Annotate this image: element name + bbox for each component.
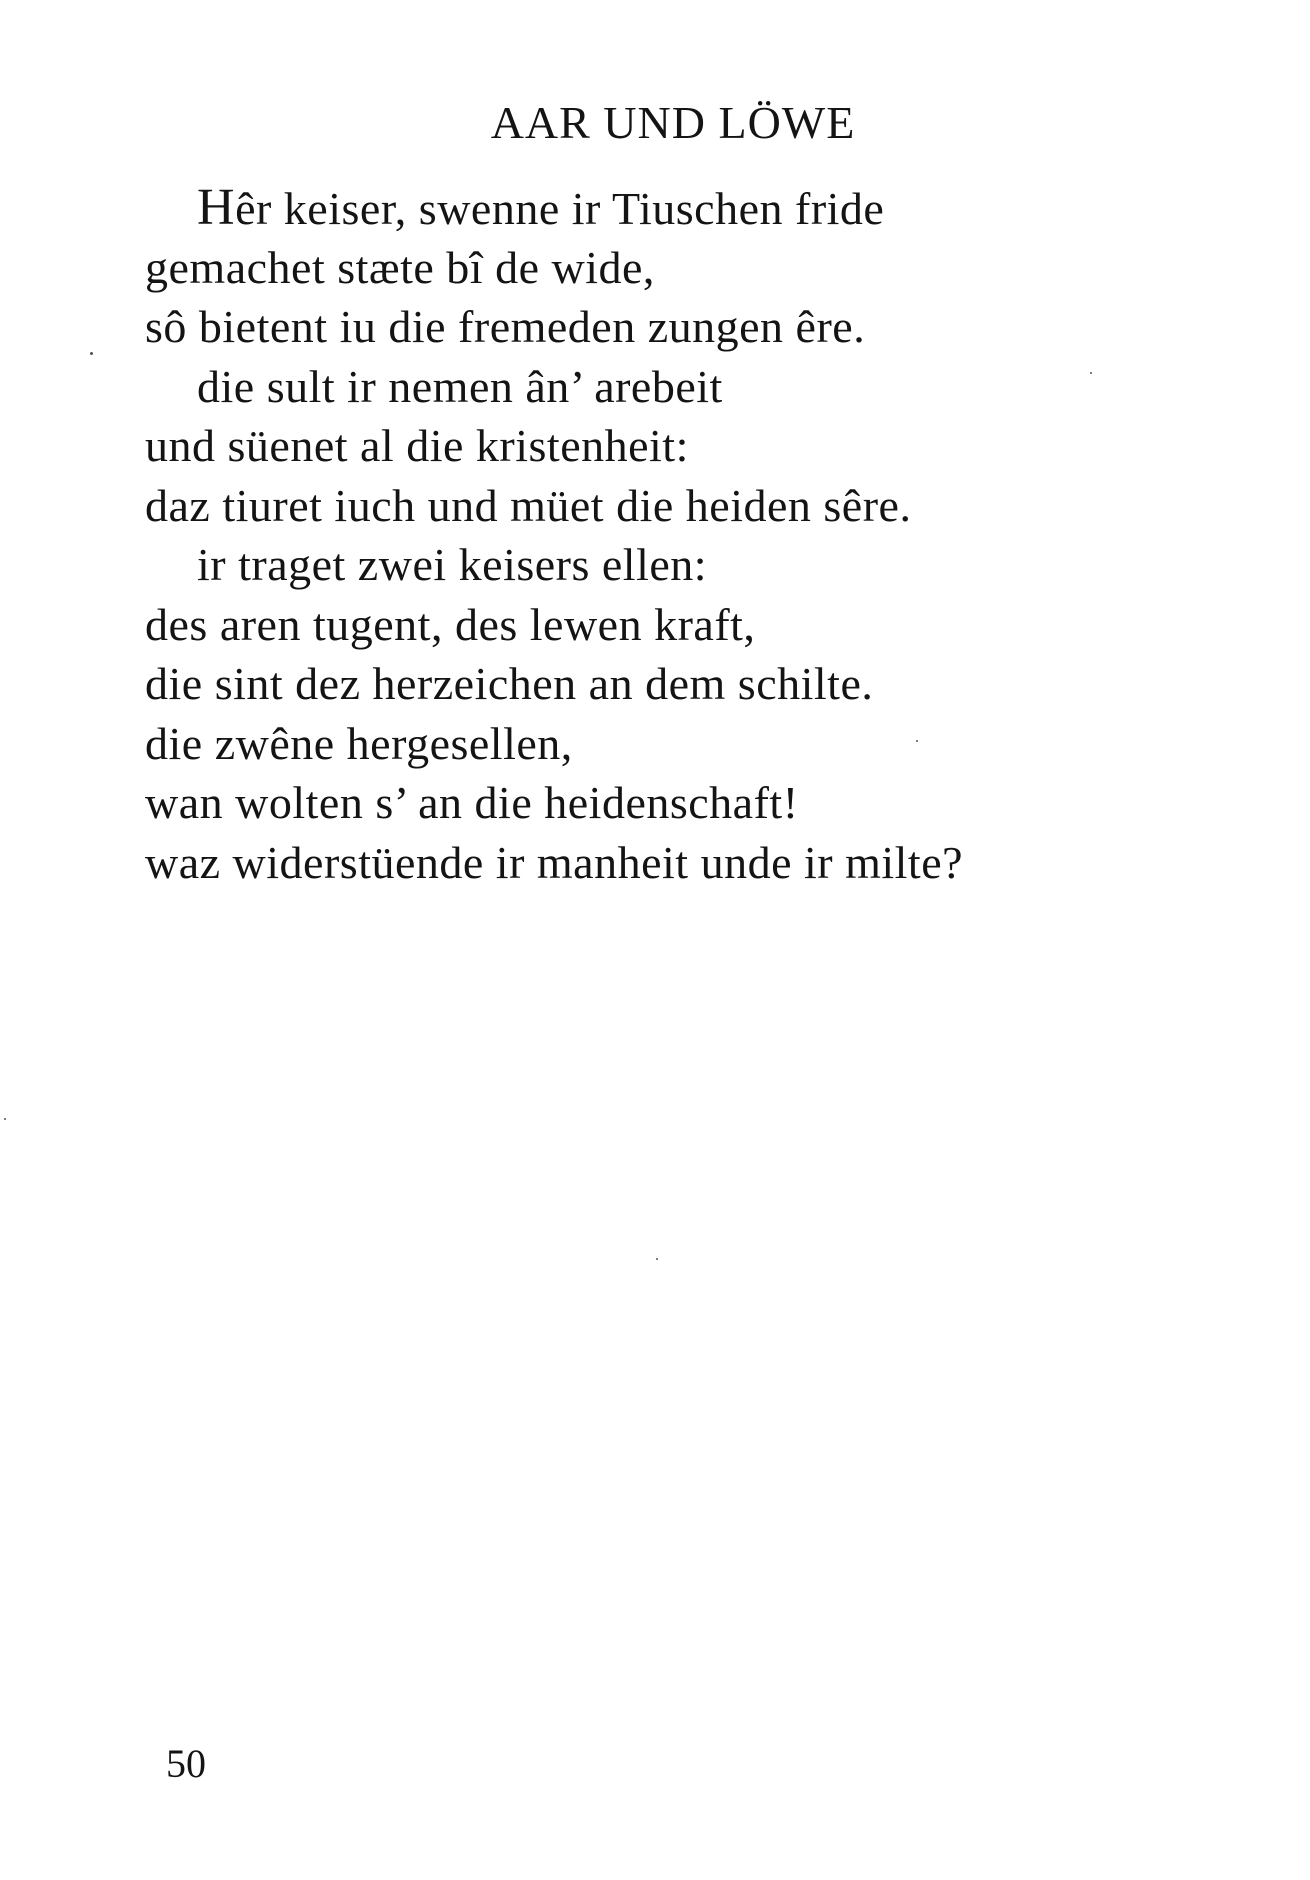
poem-line: wan wolten s’ an die heidenschaft! <box>145 777 799 828</box>
scan-speck <box>916 740 918 742</box>
poem-line: die zwêne hergesellen, <box>145 717 573 769</box>
poem-line: des aren tugent, des lewen kraft, <box>145 598 756 650</box>
poem-line: die sult ir nemen ân’ arebeit <box>197 360 723 412</box>
scan-speck <box>4 1118 6 1120</box>
poem-body <box>145 178 1145 892</box>
drop-initial: H <box>197 179 236 236</box>
poem-line: ir traget zwei keisers ellen: <box>197 539 708 590</box>
poem-line: sô bietent iu die fremeden zungen êre. <box>145 301 866 352</box>
poem-line: gemachet stæte bî de wide, <box>145 241 655 293</box>
scan-speck <box>1090 372 1092 374</box>
poem-line: daz tiuret iuch und müet die heiden sêre. <box>145 479 912 531</box>
scan-speck <box>656 1258 658 1260</box>
page-number: 50 <box>166 1741 206 1786</box>
poem-line: Hêr keiser, swenne ir Tiuschen fride <box>197 179 885 236</box>
poem-line: die sint dez herzeichen an dem schilte. <box>145 658 874 709</box>
scan-speck <box>90 352 93 355</box>
poem-line: waz widerstüende ir manheit unde ir milte? <box>145 836 964 888</box>
poem-title: AAR UND LÖWE <box>490 97 856 148</box>
poem-line: und süenet al die kristenheit: <box>145 420 689 471</box>
